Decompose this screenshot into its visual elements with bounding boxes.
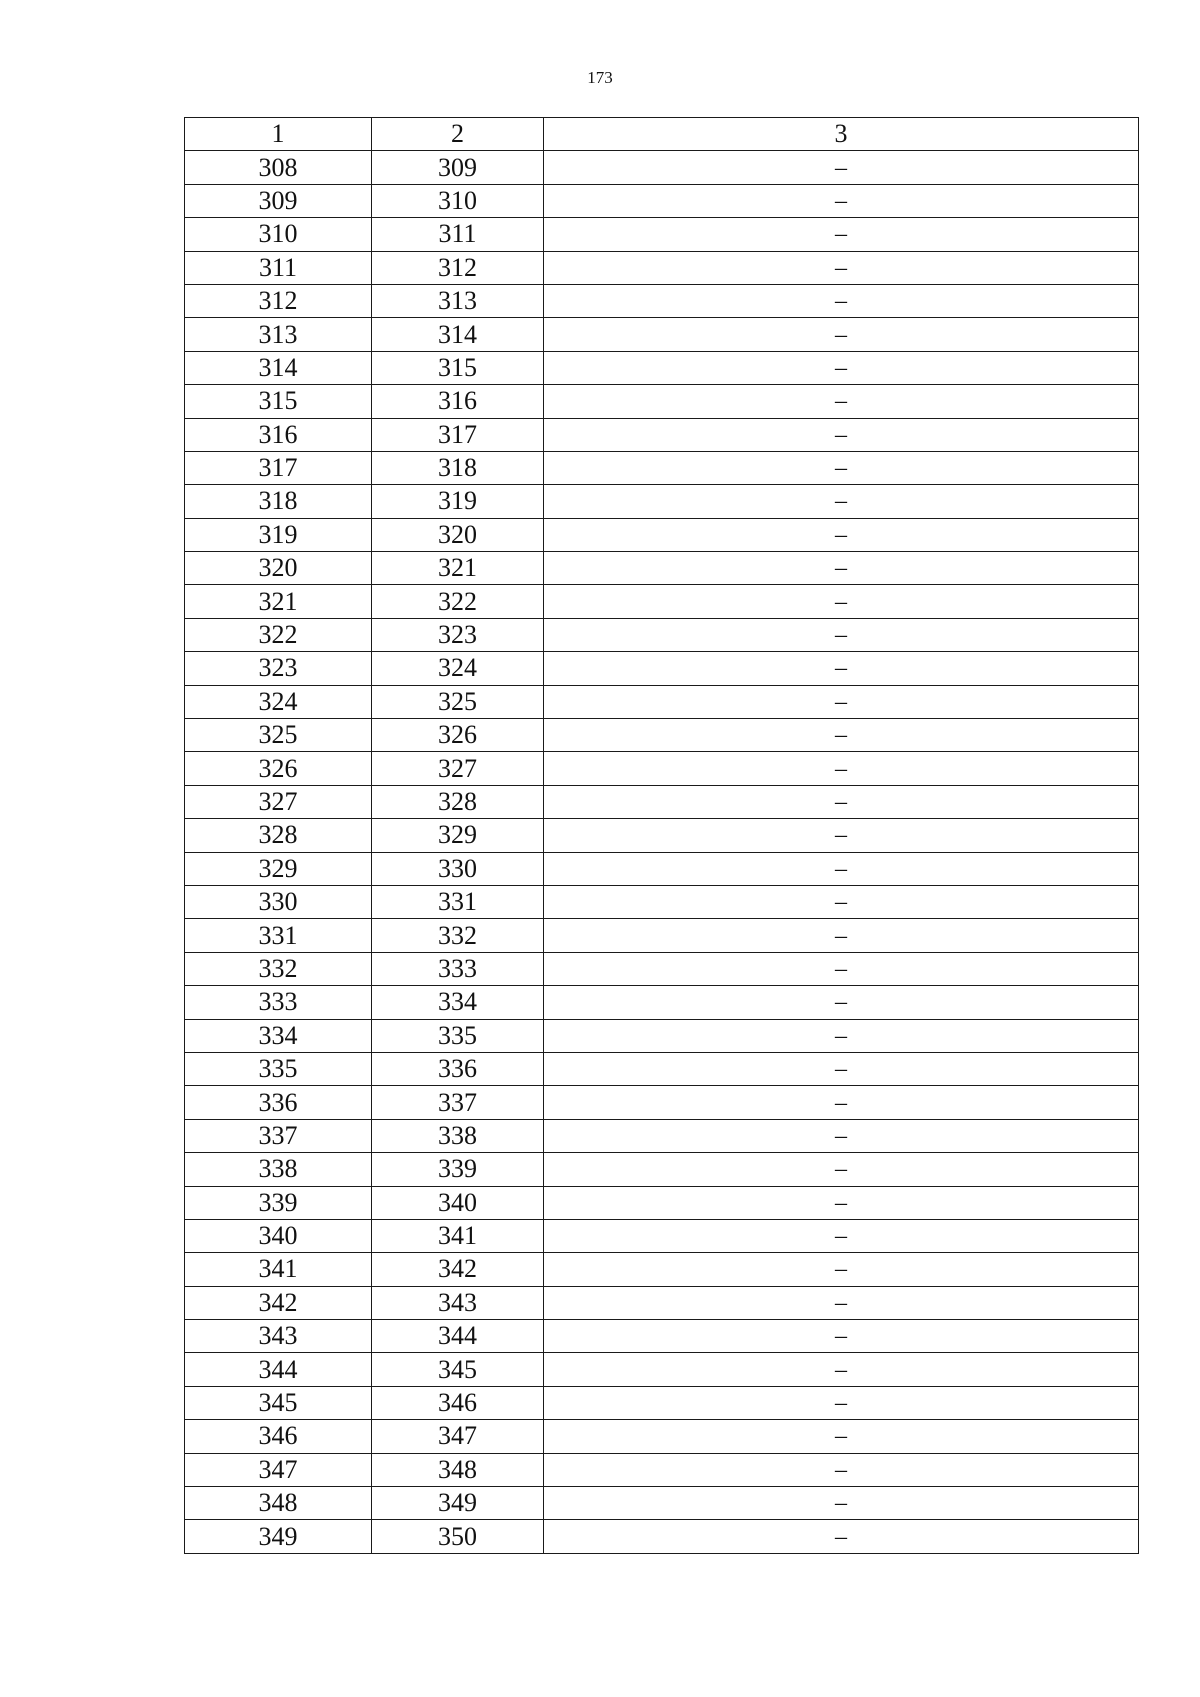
table-row [185,1420,1139,1453]
cell-col-3: – [544,284,1139,317]
cell-col-3: – [544,685,1139,718]
cell-col-3: – [544,986,1139,1019]
cell-col-3: – [544,1153,1139,1186]
cell-col-2: 319 [372,485,544,518]
table-row [185,1453,1139,1486]
cell-col-3: – [544,385,1139,418]
cell-col-2: 309 [372,151,544,184]
cell-col-1: 346 [185,1420,372,1453]
cell-col-1: 315 [185,385,372,418]
cell-col-1: 328 [185,819,372,852]
cell-col-3: – [544,785,1139,818]
cell-col-1: 326 [185,752,372,785]
cell-col-2: 334 [372,986,544,1019]
table-row [185,184,1139,217]
cell-col-1: 345 [185,1386,372,1419]
table-row [185,151,1139,184]
cell-col-3: – [544,919,1139,952]
cell-col-2: 336 [372,1052,544,1085]
cell-col-3: – [544,1420,1139,1453]
table-row [185,251,1139,284]
cell-col-2: 337 [372,1086,544,1119]
cell-col-2: 333 [372,952,544,985]
cell-col-1: 337 [185,1119,372,1152]
cell-col-3: – [544,1052,1139,1085]
cell-col-2: 348 [372,1453,544,1486]
table-row [185,752,1139,785]
cell-col-2: 343 [372,1286,544,1319]
table-row [185,919,1139,952]
cell-col-1: 325 [185,719,372,752]
table-row [185,385,1139,418]
cell-col-2: 330 [372,852,544,885]
cell-col-3: – [544,1286,1139,1319]
cell-col-1: 339 [185,1186,372,1219]
cell-col-3: – [544,618,1139,651]
column-header-3: 3 [544,118,1139,151]
cell-col-3: – [544,1453,1139,1486]
cell-col-1: 334 [185,1019,372,1052]
table-row [185,418,1139,451]
table-row [185,1386,1139,1419]
cell-col-3: – [544,518,1139,551]
cell-col-2: 327 [372,752,544,785]
table-row [185,1186,1139,1219]
cell-col-1: 327 [185,785,372,818]
cell-col-1: 332 [185,952,372,985]
table-row [185,785,1139,818]
cell-col-2: 323 [372,618,544,651]
cell-col-1: 347 [185,1453,372,1486]
cell-col-3: – [544,752,1139,785]
table-row [185,685,1139,718]
cell-col-1: 316 [185,418,372,451]
table-row [185,1153,1139,1186]
cell-col-1: 341 [185,1253,372,1286]
cell-col-2: 326 [372,719,544,752]
cell-col-3: – [544,652,1139,685]
table-row [185,1320,1139,1353]
table-body [185,151,1139,1553]
table-row [185,1119,1139,1152]
cell-col-3: – [544,819,1139,852]
cell-col-3: – [544,1487,1139,1520]
table-row [185,1019,1139,1052]
table-row [185,1052,1139,1085]
cell-col-3: – [544,719,1139,752]
cell-col-1: 343 [185,1320,372,1353]
cell-col-3: – [544,1253,1139,1286]
cell-col-3: – [544,218,1139,251]
cell-col-2: 341 [372,1219,544,1252]
table-row [185,218,1139,251]
table-row [185,552,1139,585]
table-row [185,952,1139,985]
cell-col-1: 310 [185,218,372,251]
data-table [184,117,1139,1554]
table-row [185,719,1139,752]
cell-col-1: 308 [185,151,372,184]
table-row [185,819,1139,852]
cell-col-1: 329 [185,852,372,885]
cell-col-3: – [544,1219,1139,1252]
cell-col-1: 312 [185,284,372,317]
cell-col-2: 320 [372,518,544,551]
cell-col-2: 345 [372,1353,544,1386]
table-row [185,351,1139,384]
cell-col-3: – [544,1019,1139,1052]
cell-col-2: 315 [372,351,544,384]
cell-col-2: 316 [372,385,544,418]
cell-col-2: 328 [372,785,544,818]
cell-col-3: – [544,1119,1139,1152]
cell-col-3: – [544,1086,1139,1119]
cell-col-1: 314 [185,351,372,384]
cell-col-3: – [544,1520,1139,1553]
table-row [185,318,1139,351]
cell-col-2: 349 [372,1487,544,1520]
cell-col-3: – [544,952,1139,985]
cell-col-2: 311 [372,218,544,251]
table-row [185,518,1139,551]
cell-col-1: 311 [185,251,372,284]
cell-col-3: – [544,1353,1139,1386]
cell-col-2: 350 [372,1520,544,1553]
table-row [185,852,1139,885]
table-row [185,1253,1139,1286]
cell-col-3: – [544,552,1139,585]
table-row [185,1353,1139,1386]
cell-col-3: – [544,351,1139,384]
table-row [185,1219,1139,1252]
cell-col-2: 331 [372,885,544,918]
cell-col-1: 323 [185,652,372,685]
table-row [185,485,1139,518]
cell-col-2: 314 [372,318,544,351]
cell-col-2: 329 [372,819,544,852]
cell-col-1: 336 [185,1086,372,1119]
cell-col-1: 318 [185,485,372,518]
cell-col-3: – [544,1386,1139,1419]
cell-col-1: 313 [185,318,372,351]
cell-col-3: – [544,1320,1139,1353]
cell-col-2: 338 [372,1119,544,1152]
cell-col-1: 322 [185,618,372,651]
cell-col-2: 322 [372,585,544,618]
cell-col-1: 317 [185,451,372,484]
cell-col-2: 312 [372,251,544,284]
cell-col-1: 342 [185,1286,372,1319]
cell-col-1: 331 [185,919,372,952]
cell-col-3: – [544,852,1139,885]
cell-col-3: – [544,1186,1139,1219]
table-row [185,652,1139,685]
cell-col-2: 346 [372,1386,544,1419]
cell-col-2: 325 [372,685,544,718]
table-row [185,1487,1139,1520]
column-header-2: 2 [372,118,544,151]
table-row [185,1286,1139,1319]
table-row [185,1520,1139,1553]
cell-col-3: – [544,418,1139,451]
cell-col-1: 320 [185,552,372,585]
table-row [185,885,1139,918]
cell-col-1: 349 [185,1520,372,1553]
page-number: 173 [587,68,613,87]
cell-col-3: – [544,885,1139,918]
column-header-1: 1 [185,118,372,151]
cell-col-1: 324 [185,685,372,718]
cell-col-3: – [544,451,1139,484]
cell-col-3: – [544,318,1139,351]
cell-col-2: 339 [372,1153,544,1186]
cell-col-1: 330 [185,885,372,918]
cell-col-2: 340 [372,1186,544,1219]
table-row [185,451,1139,484]
cell-col-1: 333 [185,986,372,1019]
cell-col-2: 317 [372,418,544,451]
cell-col-3: – [544,251,1139,284]
table-row [185,1086,1139,1119]
cell-col-3: – [544,151,1139,184]
cell-col-2: 313 [372,284,544,317]
cell-col-1: 335 [185,1052,372,1085]
cell-col-2: 347 [372,1420,544,1453]
table-row [185,284,1139,317]
cell-col-2: 310 [372,184,544,217]
table-row [185,986,1139,1019]
cell-col-1: 348 [185,1487,372,1520]
cell-col-2: 342 [372,1253,544,1286]
cell-col-2: 335 [372,1019,544,1052]
cell-col-3: – [544,585,1139,618]
cell-col-1: 309 [185,184,372,217]
table-header-row [185,118,1139,151]
cell-col-2: 318 [372,451,544,484]
cell-col-1: 319 [185,518,372,551]
table-row [185,618,1139,651]
cell-col-2: 324 [372,652,544,685]
table-row [185,585,1139,618]
cell-col-1: 321 [185,585,372,618]
cell-col-1: 338 [185,1153,372,1186]
cell-col-1: 340 [185,1219,372,1252]
cell-col-2: 332 [372,919,544,952]
cell-col-2: 344 [372,1320,544,1353]
cell-col-1: 344 [185,1353,372,1386]
cell-col-3: – [544,184,1139,217]
cell-col-2: 321 [372,552,544,585]
cell-col-3: – [544,485,1139,518]
table-header [185,118,1139,151]
